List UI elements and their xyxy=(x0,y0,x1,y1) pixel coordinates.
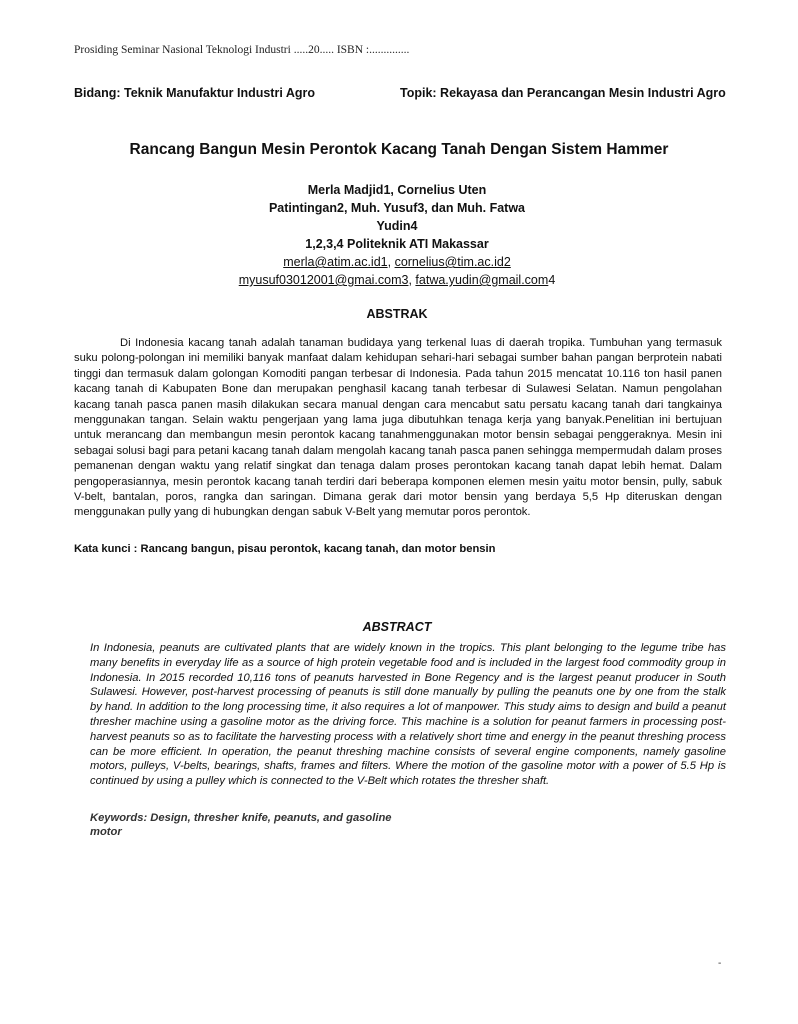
page-mark: - xyxy=(718,958,722,969)
email-suffix: 4 xyxy=(548,273,556,287)
authors-line-3: Yudin4 xyxy=(376,219,418,233)
abstrak-body: Di Indonesia kacang tanah adalah tanaman budidaya yang terkenal luas di daerah tropika. Tumbuhan yang termasuk suku polong-polongan ini memiliki banyak manfaat dalam kehidupan sehari-hari sebagai sumber bahan pangan berprotein nabati tinggi dan termasuk dalam golongan Komoditi pangan terbesar di Indonesia. Pada tahun 2015 mencatat 10.116 ton hasil panen kacang tanah di Kabupaten Bone dan merupakan penghasil kacang tanah terbesar di Sulawesi Selatan. Namun pengolahan kacang tanah pasca panen masih dilakukan secara manual dengan cara mencabut satu persatu kacang tanah dari tangkainya menggunakan tangan. Selain waktu pengerjaan yang lama juga dibutuhkan tenaga kerja yang banyak.Penelitian ini bertujuan untuk merancang dan membangun mesin perontok kacang tanahmenggunakan motor bensin sebagai penggeraknya. Mesin ini sebagai solusi bagi para petani kacang tanah dalam mengolah kacang tanah pasca panen sehingga mempermudah dalam proses pemanenan dengan waktu yang relatif singkat dan tenaga dalam proses perontokan kacang tanah dapat lebih hemat. Dalam pengoperasiannya, mesin perontok kacang tanah terdiri dari beberapa komponen elemen mesin yaitu motor bensin, pully, sabuk V-belt, bantalan, poros, rangka dan saringan. Dimana gerak dari motor bensin yang berdaya 5,5 Hp diteruskan dengan menggunakan pully yang di hubungkan dengan sabuk V-Belt yang memutar poros perontok. xyxy=(74,337,722,519)
email-separator: , xyxy=(408,273,416,287)
email-link-yusuf[interactable]: myusuf03012001@gmai.com3 xyxy=(238,273,409,287)
email-line-1 xyxy=(0,253,794,271)
authors-line-1: Merla Madjid1, Cornelius Uten xyxy=(307,183,487,197)
authors-line-2: Patintingan2, Muh. Yusuf3, dan Muh. Fatwa xyxy=(268,201,526,215)
author-block xyxy=(0,181,794,289)
kata-kunci: Kata kunci : Rancang bangun, pisau perontok, kacang tanah, dan motor bensin xyxy=(74,543,496,555)
email-separator: , xyxy=(387,255,395,269)
email-line-2 xyxy=(0,271,794,289)
topic-label: Topik: Rekayasa dan Perancangan Mesin Industri Agro xyxy=(400,86,726,100)
abstrak-heading: ABSTRAK xyxy=(366,307,428,321)
running-header: Prosiding Seminar Nasional Teknologi Industri .....20..... ISBN :.............. xyxy=(74,44,410,56)
field-label: Bidang: Teknik Manufaktur Industri Agro xyxy=(74,86,315,100)
keywords-cutoff xyxy=(90,812,425,838)
abstract-body: In Indonesia, peanuts are cultivated plants that are widely known in the tropics. This plant belonging to the legume tribe has many benefits in everyday life as a source of high protein vegetable food and is included in the largest food commodity group in Indonesia. In 2015 recorded 10,116 tons of peanuts harvested in Bone Regency and is the largest peanut producer in South Sulawesi. However, post-harvest processing of peanuts is still done manually by pulling the peanuts one by one from the stalk by hand. In addition to the long processing time, it also requires a lot of manpower. This study aims to design and build a peanut thresher machine using a gasoline motor as the driving force. This machine is a solution for peanut farmers in processing post-harvest peanuts so as to facilitate the harvesting process with a relatively short time and energy in the peanut threshing process can be more efficient. In operation, the peanut threshing machine consists of several engine components, namely gasoline motors, pulleys, V-belts, bearings, shafts, frames and filters. Where the motion of the gasoline motor with a power of 5.5 Hp is continued by using a pulley which is connected to the V-Belt which rotates the thresher shaft. xyxy=(90,642,726,788)
affiliation: 1,2,3,4 Politeknik ATI Makassar xyxy=(305,237,489,251)
email-link-fatwa[interactable]: fatwa.yudin@gmail.com xyxy=(415,273,549,287)
abstract-heading: ABSTRACT xyxy=(362,620,432,634)
email-link-merla[interactable]: merla@atim.ac.id1 xyxy=(283,255,388,269)
email-link-cornelius[interactable]: cornelius@tim.ac.id2 xyxy=(394,255,511,269)
paper-title: Rancang Bangun Mesin Perontok Kacang Tanah Dengan Sistem Hammer xyxy=(129,141,669,158)
keywords-cutoff-text: Keywords: Design, thresher knife, peanuts, and gasoline motor xyxy=(90,812,392,838)
